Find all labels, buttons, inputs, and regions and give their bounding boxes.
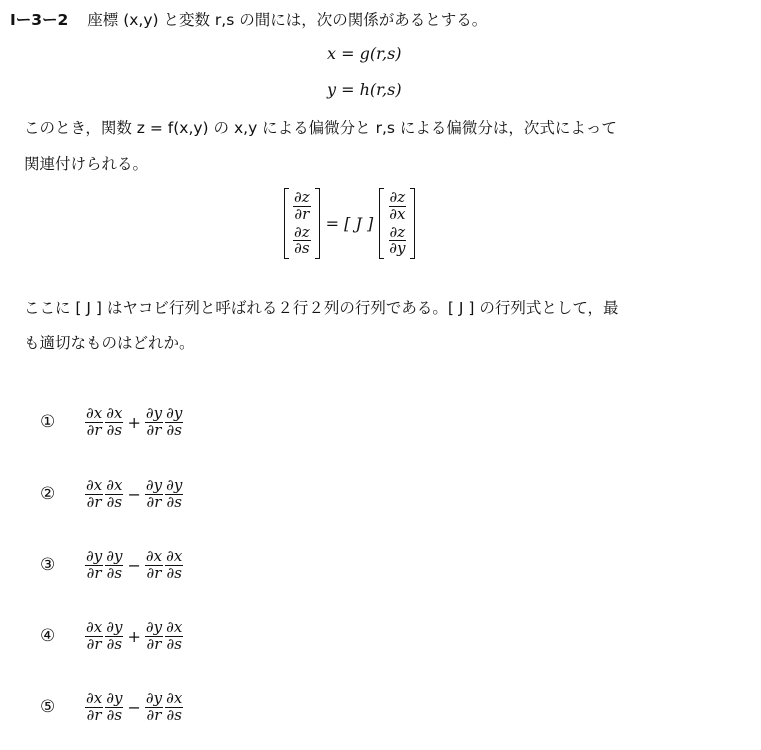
fraction [85, 691, 103, 724]
option-5[interactable] [40, 691, 184, 724]
fraction-denominator: ∂s [106, 705, 123, 724]
fraction-numerator: ∂x [145, 547, 163, 565]
fraction-denominator: ∂r [86, 420, 102, 439]
fraction-denominator: ∂r [86, 705, 102, 724]
fraction-numerator: ∂x [86, 618, 103, 636]
fraction [145, 691, 163, 724]
option-3[interactable] [40, 549, 184, 582]
fraction [293, 222, 311, 258]
fraction-denominator: ∂s [166, 492, 182, 511]
fraction [165, 406, 183, 439]
fraction [165, 620, 183, 653]
option-label: ② [40, 484, 56, 505]
fraction-denominator: ∂r [86, 492, 102, 511]
fraction [105, 478, 123, 511]
fraction [145, 620, 163, 653]
option-1[interactable] [40, 406, 184, 439]
fraction [105, 691, 123, 724]
operator: − [127, 697, 141, 717]
operator: + [127, 626, 141, 646]
fraction-numerator: ∂y [86, 547, 103, 565]
fraction-denominator: ∂r [146, 634, 162, 653]
paragraph-line: このとき，関数 z = f(x,y) の x,y による偏微分と r,s による偏微分は，次式によって [24, 119, 617, 137]
fraction-numerator: ∂y [145, 476, 163, 494]
option-label: ③ [40, 555, 56, 576]
option-label: ① [40, 412, 56, 433]
option-label: ④ [40, 626, 56, 647]
fraction-numerator: ∂z [294, 188, 310, 206]
question-number: Iー3ー2 [10, 11, 69, 29]
fraction [165, 549, 183, 582]
fraction-denominator: ∂s [166, 420, 182, 439]
fraction-numerator: ∂y [166, 404, 183, 422]
fraction-numerator: ∂x [86, 476, 103, 494]
fraction-denominator: ∂r [86, 634, 102, 653]
fraction-denominator: ∂r [146, 492, 162, 511]
fraction-numerator: ∂y [106, 689, 123, 707]
fraction-denominator: ∂s [106, 492, 123, 511]
fraction [165, 691, 183, 724]
fraction-numerator: ∂x [106, 476, 123, 494]
equation-y: y = h(r,s) [327, 80, 402, 99]
fraction [145, 549, 163, 582]
option-label: ⑤ [40, 697, 56, 718]
fraction [85, 549, 103, 582]
fraction-denominator: ∂s [166, 705, 182, 724]
fraction-numerator: ∂y [106, 618, 123, 636]
left-vector [284, 188, 320, 259]
right-vector [379, 188, 415, 259]
fraction-numerator: ∂y [145, 689, 163, 707]
operator: − [127, 484, 141, 504]
option-2[interactable] [40, 478, 184, 511]
fraction-numerator: ∂x [166, 689, 183, 707]
option-4[interactable] [40, 620, 184, 653]
fraction-denominator: ∂r [86, 563, 102, 582]
fraction-numerator: ∂x [106, 404, 123, 422]
fraction-numerator: ∂z [294, 222, 310, 241]
fraction [105, 620, 123, 653]
fraction-numerator: ∂y [106, 547, 123, 565]
operator: + [127, 412, 141, 432]
fraction [388, 222, 406, 258]
fraction [293, 190, 311, 223]
fraction [388, 190, 406, 223]
fraction-numerator: ∂x [86, 404, 103, 422]
fraction-denominator: ∂y [389, 239, 406, 258]
fraction [145, 478, 163, 511]
fraction-numerator: ∂x [166, 547, 183, 565]
fraction [145, 406, 163, 439]
fraction-numerator: ∂z [389, 188, 406, 206]
fraction-numerator: ∂y [145, 618, 163, 636]
paragraph-line: も適切なものはどれか。 [24, 334, 195, 352]
fraction-denominator: ∂s [106, 420, 123, 439]
fraction-denominator: ∂s [106, 634, 123, 653]
fraction-denominator: ∂s [166, 563, 182, 582]
fraction [85, 478, 103, 511]
fraction-numerator: ∂y [166, 476, 183, 494]
fraction-denominator: ∂r [146, 420, 162, 439]
question-intro: 座標 (x,y) と変数 r,s の間には，次の関係があるとする。 [87, 11, 488, 29]
fraction [165, 478, 183, 511]
fraction [105, 549, 123, 582]
fraction-numerator: ∂y [145, 404, 163, 422]
fraction-denominator: ∂r [146, 705, 162, 724]
matrix-middle: = [ J ] [325, 214, 374, 233]
operator: − [127, 555, 141, 575]
jacobian-equation [284, 188, 415, 259]
paragraph-line: 関連付けられる。 [24, 155, 149, 173]
fraction [85, 406, 103, 439]
fraction-denominator: ∂r [146, 563, 162, 582]
fraction-numerator: ∂x [86, 689, 103, 707]
fraction-denominator: ∂s [294, 239, 310, 258]
fraction-denominator: ∂r [294, 204, 310, 223]
question-header [10, 8, 487, 30]
fraction-denominator: ∂x [389, 204, 406, 223]
fraction [105, 406, 123, 439]
fraction [85, 620, 103, 653]
paragraph-line: ここに [ J ] はヤコビ行列と呼ばれる２行２列の行列である。[ J ] の行列式として，最 [24, 299, 619, 317]
fraction-numerator: ∂z [389, 222, 406, 241]
fraction-denominator: ∂s [106, 563, 123, 582]
fraction-numerator: ∂x [166, 618, 183, 636]
fraction-denominator: ∂s [166, 634, 182, 653]
equation-x: x = g(r,s) [327, 44, 402, 63]
